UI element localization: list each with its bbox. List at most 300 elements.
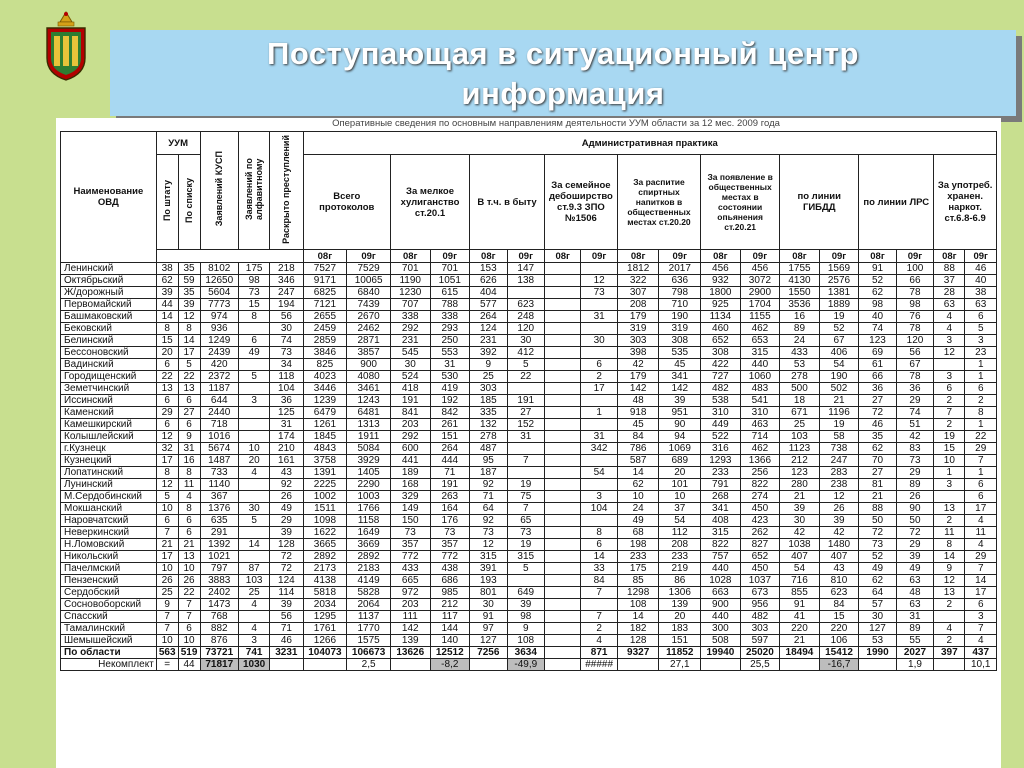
value-cell (239, 431, 270, 443)
value-cell: 212 (430, 599, 470, 611)
value-cell: 315 (507, 551, 544, 563)
value-cell: 31 (507, 431, 544, 443)
value-cell (581, 395, 617, 407)
table-row (61, 479, 997, 491)
value-cell: 128 (617, 635, 659, 647)
value-cell: 72 (270, 563, 303, 575)
value-cell: 247 (270, 287, 303, 299)
value-cell: 125 (270, 407, 303, 419)
value-cell: 14 (965, 575, 997, 587)
value-cell: 530 (430, 371, 470, 383)
value-cell: 671 (780, 407, 820, 419)
value-cell: 72 (859, 407, 896, 419)
value-cell: 1155 (740, 311, 780, 323)
value-cell (545, 335, 581, 347)
value-cell (303, 659, 347, 671)
value-cell: 456 (701, 263, 741, 275)
value-cell: 3446 (303, 383, 347, 395)
table-row (61, 383, 997, 395)
value-cell (545, 623, 581, 635)
table-row (61, 371, 997, 383)
year-cell: 09г (507, 250, 544, 263)
value-cell: 433 (390, 563, 430, 575)
value-cell: 164 (430, 503, 470, 515)
value-cell: 1158 (347, 515, 391, 527)
value-cell: 956 (740, 599, 780, 611)
value-cell: 30 (390, 359, 430, 371)
value-cell: 21 (780, 635, 820, 647)
value-cell: 30 (780, 515, 820, 527)
value-cell: 73 (507, 527, 544, 539)
row-name-cell: Вадинский (61, 359, 157, 371)
value-cell: 175 (239, 263, 270, 275)
table-row (61, 287, 997, 299)
value-cell (581, 347, 617, 359)
value-cell: 90 (896, 503, 933, 515)
value-cell: 1313 (347, 419, 391, 431)
value-cell: 1003 (347, 491, 391, 503)
value-cell: 17 (581, 383, 617, 395)
value-cell: 3 (239, 395, 270, 407)
value-cell: 1134 (701, 311, 741, 323)
value-cell: 367 (200, 491, 239, 503)
value-cell: 1060 (740, 371, 780, 383)
value-cell: 1812 (617, 263, 659, 275)
value-cell: 3 (965, 335, 997, 347)
table-header (61, 132, 997, 263)
value-cell: 38 (965, 287, 997, 299)
header-col-5: За появление в общественных местах в состоянии опьянения ст.20.21 (701, 155, 780, 250)
value-cell: 85 (617, 575, 659, 587)
value-cell: 2670 (347, 311, 391, 323)
value-cell: 5 (156, 491, 178, 503)
value-cell: 21 (156, 539, 178, 551)
value-cell: 71 (430, 467, 470, 479)
value-cell: 2372 (200, 371, 239, 383)
value-cell: 1249 (200, 335, 239, 347)
value-cell: 91 (470, 611, 507, 623)
value-cell: 2173 (303, 563, 347, 575)
value-cell: 322 (617, 275, 659, 287)
value-cell: 7 (156, 527, 178, 539)
value-cell: 19 (819, 311, 859, 323)
value-cell (545, 599, 581, 611)
value-cell: 1,9 (896, 659, 933, 671)
value-cell: 139 (659, 599, 701, 611)
value-cell: 689 (659, 455, 701, 467)
value-cell: 4 (178, 491, 200, 503)
value-cell: 652 (701, 335, 741, 347)
year-cell: 08г (390, 250, 430, 263)
table-row (61, 503, 997, 515)
value-cell: 39 (819, 515, 859, 527)
value-cell: 27 (859, 467, 896, 479)
value-cell: 14 (581, 551, 617, 563)
value-cell: 22 (178, 371, 200, 383)
value-cell: 37 (934, 275, 965, 287)
value-cell: 7 (178, 611, 200, 623)
value-cell: 615 (430, 287, 470, 299)
value-cell: 108 (507, 635, 544, 647)
value-cell: 7121 (303, 299, 347, 311)
value-cell: 300 (701, 623, 741, 635)
value-cell (239, 383, 270, 395)
value-cell: 597 (740, 635, 780, 647)
value-cell: 21 (819, 395, 859, 407)
value-cell: 274 (740, 491, 780, 503)
value-cell: 4080 (347, 371, 391, 383)
value-cell: 210 (270, 443, 303, 455)
pensa-coat-of-arms-icon (44, 8, 88, 82)
value-cell: 248 (507, 311, 544, 323)
value-cell: 22 (965, 431, 997, 443)
value-cell: 972 (390, 587, 430, 599)
value-cell: 4 (934, 623, 965, 635)
value-cell: 63 (896, 599, 933, 611)
table-row (61, 299, 997, 311)
value-cell: 114 (270, 587, 303, 599)
value-cell: 20 (239, 455, 270, 467)
value-cell: 46 (270, 635, 303, 647)
value-cell: 1069 (659, 443, 701, 455)
value-cell: 4 (965, 515, 997, 527)
value-cell: 4138 (303, 575, 347, 587)
year-cell: 08г (303, 250, 347, 263)
value-cell: 801 (470, 587, 507, 599)
value-cell: 398 (617, 347, 659, 359)
value-cell: 1021 (200, 551, 239, 563)
value-cell: 2462 (347, 323, 391, 335)
value-cell: 1028 (701, 575, 741, 587)
value-cell: 219 (659, 563, 701, 575)
value-cell: 41 (780, 611, 820, 623)
value-cell: 187 (470, 467, 507, 479)
value-cell: 20 (659, 467, 701, 479)
value-cell: 190 (659, 311, 701, 323)
value-cell (545, 455, 581, 467)
value-cell: 1381 (819, 287, 859, 299)
value-cell: 3 (934, 479, 965, 491)
value-cell: 8 (965, 407, 997, 419)
value-cell (545, 467, 581, 479)
row-name-cell: Пачелмский (61, 563, 157, 575)
value-cell: 74 (270, 335, 303, 347)
value-cell (507, 467, 544, 479)
value-cell: 18494 (780, 647, 820, 659)
value-cell: 62 (859, 287, 896, 299)
value-cell: 73 (896, 455, 933, 467)
value-cell: 70 (859, 455, 896, 467)
value-cell: 5 (178, 359, 200, 371)
value-cell: 1295 (303, 611, 347, 623)
value-cell: 710 (659, 299, 701, 311)
value-cell (239, 359, 270, 371)
value-cell: 17 (965, 587, 997, 599)
value-cell: 502 (819, 383, 859, 395)
value-cell: 738 (819, 443, 859, 455)
year-spacer (156, 250, 303, 263)
value-cell: 1016 (200, 431, 239, 443)
value-cell: 600 (390, 443, 430, 455)
value-cell (545, 323, 581, 335)
value-cell: 9 (470, 359, 507, 371)
value-cell: 587 (617, 455, 659, 467)
value-cell: 13626 (390, 647, 430, 659)
value-cell (545, 479, 581, 491)
value-cell: 6 (239, 335, 270, 347)
value-cell: 1266 (303, 635, 347, 647)
value-cell: 7 (581, 611, 617, 623)
value-cell: 900 (701, 599, 741, 611)
value-cell: 53 (780, 359, 820, 371)
header-col-7: по линии ЛРС (859, 155, 934, 250)
value-cell: 4 (239, 623, 270, 635)
value-cell: 3461 (347, 383, 391, 395)
value-cell: 900 (347, 359, 391, 371)
year-cell: 08г (859, 250, 896, 263)
value-cell: 117 (430, 611, 470, 623)
year-row (61, 250, 997, 263)
value-cell: 30 (507, 335, 544, 347)
value-cell: 810 (819, 575, 859, 587)
value-cell: 29 (896, 539, 933, 551)
value-cell: 39 (659, 395, 701, 407)
value-cell: 46 (859, 419, 896, 431)
row-name-cell: Никольский (61, 551, 157, 563)
value-cell: 519 (178, 647, 200, 659)
table-row (61, 407, 997, 419)
value-cell: 462 (740, 323, 780, 335)
value-cell (239, 611, 270, 623)
value-cell: 4 (239, 467, 270, 479)
value-cell: 84 (581, 575, 617, 587)
value-cell: 194 (270, 299, 303, 311)
value-cell: 78 (896, 371, 933, 383)
table-row (61, 515, 997, 527)
value-cell: 5674 (200, 443, 239, 455)
value-cell: 623 (819, 587, 859, 599)
value-cell: 59 (178, 275, 200, 287)
value-cell: 111 (390, 611, 430, 623)
value-cell: 7 (156, 623, 178, 635)
value-cell: 335 (470, 407, 507, 419)
value-cell: 772 (390, 551, 430, 563)
value-cell: 2 (934, 395, 965, 407)
value-cell: 2900 (740, 287, 780, 299)
value-cell: 357 (430, 539, 470, 551)
value-cell: 62 (859, 575, 896, 587)
value-cell: 2 (934, 635, 965, 647)
value-cell: 292 (390, 323, 430, 335)
value-cell: 72 (270, 551, 303, 563)
value-cell: 86 (659, 575, 701, 587)
value-cell: 338 (430, 311, 470, 323)
value-cell: 2290 (347, 479, 391, 491)
value-cell: 35 (178, 287, 200, 299)
value-cell: 53 (859, 635, 896, 647)
value-cell: 925 (701, 299, 741, 311)
value-cell: 757 (701, 551, 741, 563)
value-cell: 4843 (303, 443, 347, 455)
value-cell: 2 (965, 395, 997, 407)
value-cell: 27 (859, 395, 896, 407)
value-cell: 391 (470, 563, 507, 575)
value-cell: 1038 (780, 539, 820, 551)
value-cell: 1649 (347, 527, 391, 539)
row-name-cell: Пензенский (61, 575, 157, 587)
value-cell: 665 (390, 575, 430, 587)
value-cell: 56 (270, 311, 303, 323)
value-cell: 73 (859, 539, 896, 551)
value-cell: 6 (965, 383, 997, 395)
value-cell: 2034 (303, 599, 347, 611)
value-cell: 6 (178, 395, 200, 407)
table-row (61, 359, 997, 371)
value-cell (545, 635, 581, 647)
value-cell: 27 (178, 407, 200, 419)
value-cell: 10 (934, 455, 965, 467)
value-cell: 179 (617, 371, 659, 383)
value-cell: 37 (659, 503, 701, 515)
table-row (61, 491, 997, 503)
value-cell: 73721 (200, 647, 239, 659)
value-cell: 250 (430, 335, 470, 347)
header-alf: Заявлений по алфавитному (239, 132, 270, 250)
value-cell (545, 611, 581, 623)
table-row (61, 419, 997, 431)
value-cell: -49,9 (507, 659, 544, 671)
value-cell: 58 (819, 431, 859, 443)
table-row (61, 563, 997, 575)
value-cell: 716 (780, 575, 820, 587)
table-row (61, 323, 997, 335)
value-cell: 841 (390, 407, 430, 419)
value-cell: 423 (740, 515, 780, 527)
value-cell: 10 (156, 503, 178, 515)
year-cell: 09г (896, 250, 933, 263)
row-name-cell: Ж/дорожный (61, 287, 157, 299)
value-cell: 138 (507, 275, 544, 287)
value-cell (545, 371, 581, 383)
value-cell: 936 (200, 323, 239, 335)
value-cell: 153 (470, 263, 507, 275)
value-cell: 10 (156, 635, 178, 647)
row-name-cell: Кузнецкий (61, 455, 157, 467)
value-cell (545, 515, 581, 527)
table-row (61, 311, 997, 323)
value-cell: 54 (819, 359, 859, 371)
value-cell: 8 (178, 467, 200, 479)
value-cell: 3883 (200, 575, 239, 587)
value-cell: 22 (507, 371, 544, 383)
value-cell (545, 419, 581, 431)
value-cell: 1376 (200, 503, 239, 515)
value-cell (934, 659, 965, 671)
header-kusp: Заявлений КУСП (200, 132, 239, 250)
value-cell: 71 (470, 491, 507, 503)
value-cell: 123 (780, 467, 820, 479)
value-cell: 75 (507, 491, 544, 503)
value-cell: 142 (390, 623, 430, 635)
value-cell: 871 (581, 647, 617, 659)
value-cell (545, 311, 581, 323)
value-cell: 6 (965, 479, 997, 491)
value-cell: 1037 (740, 575, 780, 587)
row-name-cell: Земетчинский (61, 383, 157, 395)
value-cell: 98 (507, 611, 544, 623)
value-cell: 329 (390, 491, 430, 503)
value-cell: 772 (430, 551, 470, 563)
value-cell: 191 (430, 479, 470, 491)
value-cell: 14 (239, 539, 270, 551)
value-cell: 16 (780, 311, 820, 323)
value-cell: 441 (390, 455, 430, 467)
value-cell: 1137 (347, 611, 391, 623)
value-cell: 150 (390, 515, 430, 527)
value-cell: 39 (896, 551, 933, 563)
header-po-spisku: По списку (178, 155, 200, 250)
value-cell: 30 (581, 335, 617, 347)
value-cell: 292 (390, 431, 430, 443)
value-cell: 6 (178, 515, 200, 527)
value-cell: 9 (507, 623, 544, 635)
value-cell (545, 299, 581, 311)
value-cell: 67 (896, 359, 933, 371)
year-cell: 08г (701, 250, 741, 263)
table-row (61, 275, 997, 287)
header-raskryto: Раскрыто преступлений (270, 132, 303, 250)
value-cell (507, 575, 544, 587)
value-cell (470, 659, 507, 671)
value-cell: 882 (200, 623, 239, 635)
value-cell: 66 (896, 275, 933, 287)
value-cell: 49 (859, 563, 896, 575)
value-cell: 8 (934, 539, 965, 551)
year-cell: 09г (581, 250, 617, 263)
value-cell: 54 (659, 515, 701, 527)
value-cell: 6 (178, 527, 200, 539)
header-admin: Административная практика (303, 132, 996, 155)
value-cell: 147 (507, 263, 544, 275)
value-cell: 14 (156, 311, 178, 323)
value-cell: 31 (896, 611, 933, 623)
value-cell: 12650 (200, 275, 239, 287)
value-cell: 1261 (303, 419, 347, 431)
value-cell: 7 (178, 599, 200, 611)
value-cell: = (156, 659, 178, 671)
value-cell: 15 (239, 299, 270, 311)
value-cell: 54 (581, 467, 617, 479)
value-cell: 112 (659, 527, 701, 539)
value-cell: 42 (819, 527, 859, 539)
value-cell: 463 (740, 419, 780, 431)
value-cell: 13 (934, 503, 965, 515)
value-cell: 10,1 (965, 659, 997, 671)
row-name-cell: Колышлейский (61, 431, 157, 443)
year-cell: 09г (819, 250, 859, 263)
value-cell: 262 (740, 527, 780, 539)
value-cell: 308 (659, 335, 701, 347)
table-row (61, 527, 997, 539)
row-name-cell: Н.Ломовский (61, 539, 157, 551)
value-cell: 3 (934, 371, 965, 383)
table-row (61, 263, 997, 275)
value-cell: 49 (239, 347, 270, 359)
value-cell: 1 (965, 467, 997, 479)
value-cell: 192 (430, 395, 470, 407)
value-cell (390, 659, 430, 671)
value-cell: 104 (581, 503, 617, 515)
